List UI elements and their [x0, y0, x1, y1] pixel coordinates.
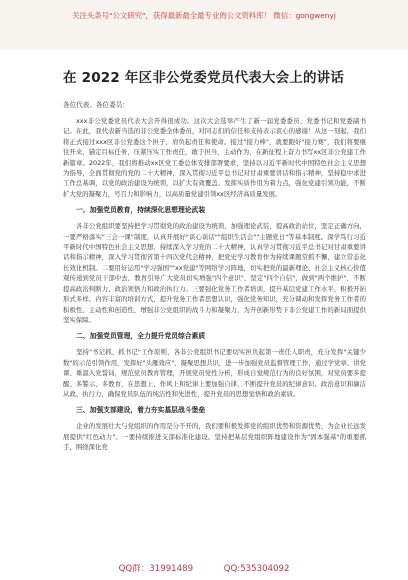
top-banner [0, 0, 408, 50]
salutation: 各位代表、各位委员： [63, 101, 129, 109]
paragraph-section-1: 各非公党组织要坚持把学习贯彻党的政治建设为统领，加强理论武装，提高政治站位，坚定正确方向，一要严格落实"三会一课"制度，认真开展好"谈心谈话""组织生活会""主题党日"等基本制度。深学笃行习近平新时代中国特色社会主义思想，持续深入学习党的二十大精神，认真学习贯彻习近平总书记对甘肃重要讲话和指示精神，深入学习贯彻省第十四次党代会精神，把党史学习教育作为持续课题常抓不懈，建立常态化长效化机制。二要用好运用"学习强国""xx党建"等网络学习阵地，切实把党的最新理论、社会主义核心价值观传递到党员干部中去，教育引导广大党员切实增强"四个意识"，坚定"四个自信"，做到"两个维护"，不断提高政治判断力、政治领悟力和政治执行力。三要强化党务工作者培训，提升基层党建工作水平，积极开拓形式多样、内容丰富的培训方式，提升党务工作者思想认识，强化党务知识，充分调动和发挥党务工作者的积极性、主动性和创造性，增强非公党组织的战斗力和凝聚力，为开创新形势下非公党建工作的新局面提供坚实保障。 [63, 222, 366, 324]
banner-text [0, 11, 408, 21]
section-heading-1: 一、加强党员教育，持续深化思想理论武装 [76, 206, 206, 215]
section-heading-2: 二、加强党员管理，全力提升党员综合素质 [76, 332, 206, 341]
paragraph-section-3: 企业的发展壮大与党组织的作用是分不开的，我们要积极发挥党的组织优势和资源优势，为企业长远发展提供"红色动力"。一要持续推进支部标准化建设。坚持把基层党组织阵地建设作为"固本强基"的重要抓手，围绕深化党 [63, 422, 366, 452]
document-title: 在 2022 年区非公党委党员代表大会上的讲话 [63, 70, 345, 86]
document-body [46, 54, 366, 459]
footer-qq-group: QQ群：31991489 [118, 564, 194, 574]
banner-line-1: 关注头条号"公文研究"，获得最新最全最专业的公文资料库！ 微信：gongwenyj [72, 11, 336, 20]
paragraph-section-2: 坚持"书记抓、抓书记"工作原则，各非公党组织书记要切实担负起第一责任人职责，充分发挥"关键少数"的示范引领作用，发挥好"头雁效应"，凝聚思想共识，进一步加强党员监督管理工作，通过学党章、讲党课、重温入党誓词，规范党员教育管理，开展党员党性分析，形成自觉规范行为的良好氛围，对党员要多提醒、多警示、多教育，在思想上、作风上和纪律上要加强自律，不断提升党员的纪律意识、政治意识和廉洁从政、执行力，确保党员队伍的纯洁性和先进性，提升党员的思想觉悟和政治素质。 [63, 348, 366, 398]
footer-qq: QQ:535304092 [223, 564, 290, 574]
footer-contact [0, 562, 408, 574]
section-heading-3: 三、加强支部建设，着力夯实基层战斗堡垒 [76, 406, 206, 415]
paragraph-intro: xxx非公党委党员代表大会开得很成功。这次大会选举产生了新一届党委委员、党委书记和党委副书记。在此，我代表新当选的非公党委全体委员，对同志们的信任和支持表示衷心的感谢！从这一刻起，我们将正式接过xxx区非公党委这个担子，肩负起责任和使命。接过"接力棒"，就要跑好"接力赛"，我们将要继往开来，锚定目标任务，压紧压实工作责任，敢于担当，主动作为，在新征程上奋力书写xx区非公党建工作新篇章。2022年，我们将推动xx区党工委总体安排部署要求，坚持以习近平新时代中国特色社会主义思想为指导，全面贯彻党的党的二十大精神，深入贯彻习近平总书记对甘肃重要讲话和指示精神，坚持稳中求进工作总基调，以党的政治建设为统领，以扩大有效覆盖、发挥实质作用为着力点，强化党建引领功能，不断扩大党的凝聚力，号召力和影响力，以高质量党建引领xx区经济高质量发展。 [63, 117, 366, 198]
